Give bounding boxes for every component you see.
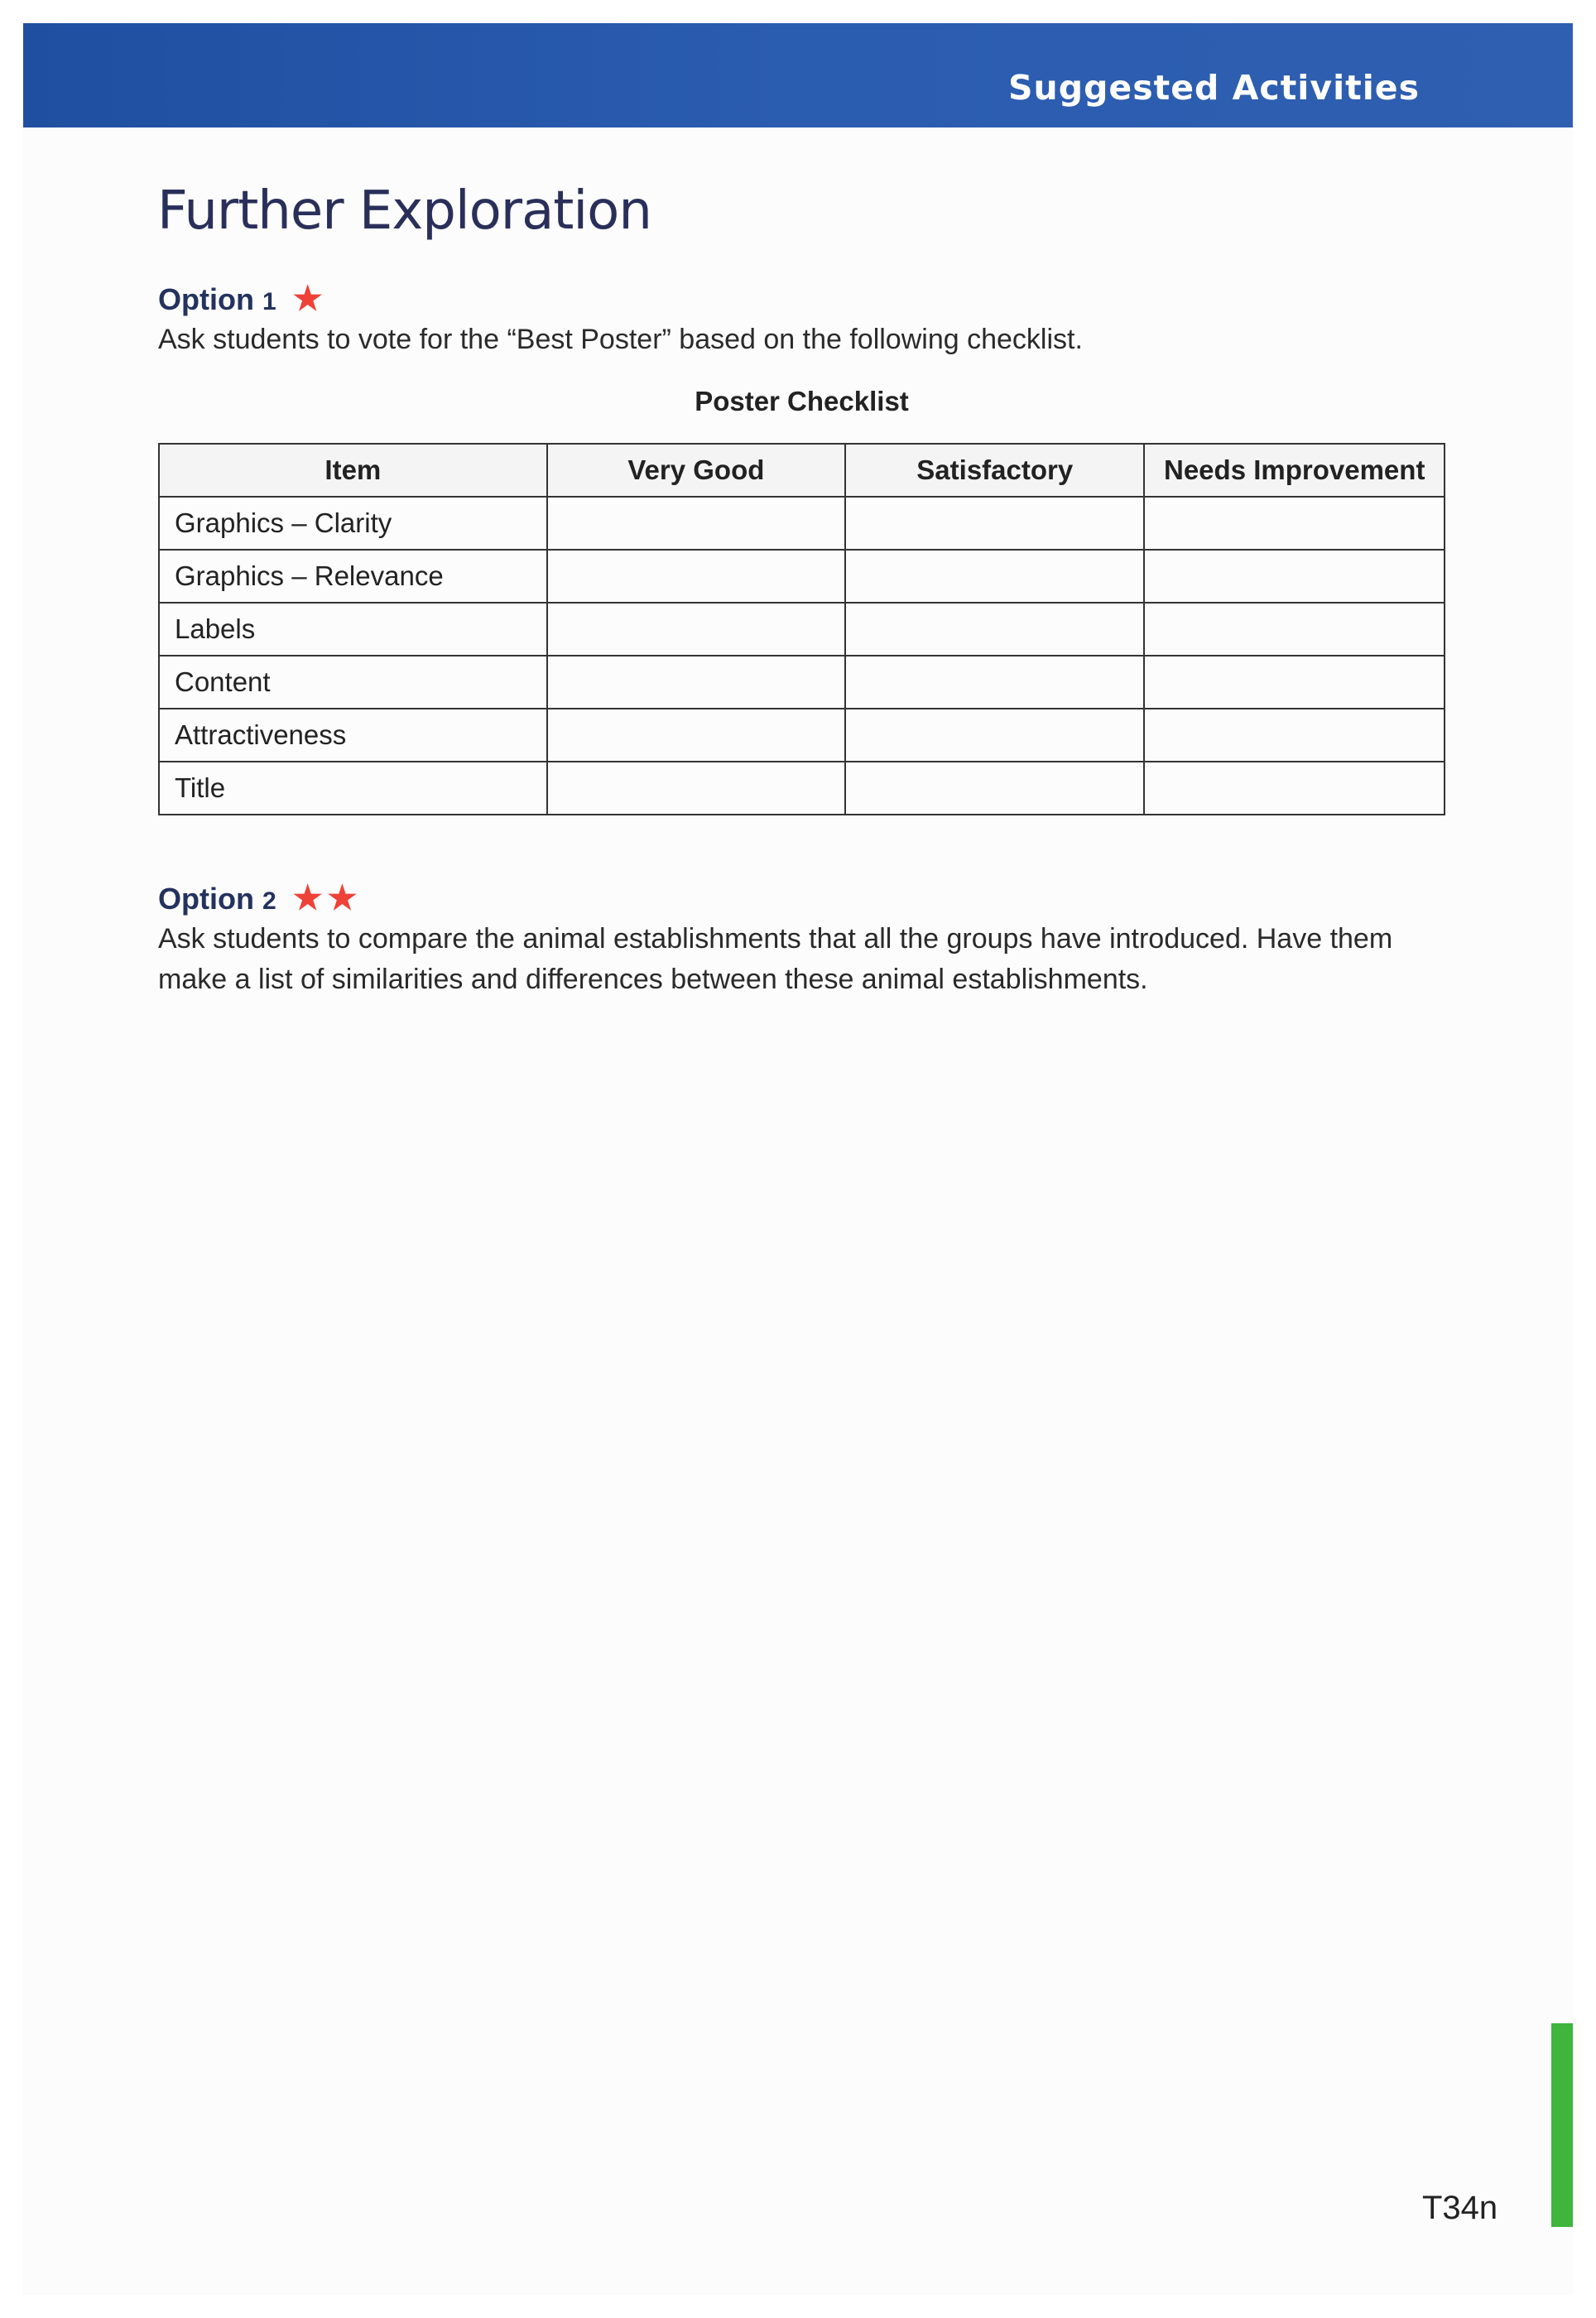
star-icon: ★ — [292, 281, 328, 317]
rating-cell-needs-improvement — [1144, 762, 1445, 815]
rating-cell-needs-improvement — [1144, 550, 1445, 603]
table-row — [159, 762, 1445, 815]
option-2-label: Option — [158, 882, 254, 916]
rating-cell-needs-improvement — [1144, 497, 1445, 550]
rating-cell-satisfactory — [845, 497, 1144, 550]
row-item-label: Graphics – Clarity — [159, 497, 547, 550]
table-row — [159, 656, 1445, 709]
option-1-text: Ask students to vote for the “Best Poster” based on the following checklist. — [158, 324, 1083, 355]
column-header-needs-improvement: Needs Improvement — [1144, 444, 1445, 497]
rating-cell-satisfactory — [845, 709, 1144, 762]
rating-cell-very-good — [547, 709, 845, 762]
rating-cell-very-good — [547, 497, 845, 550]
table-row — [159, 603, 1445, 656]
rating-cell-satisfactory — [845, 550, 1144, 603]
page-title: Further Exploration — [157, 180, 651, 242]
page-number: T34n — [1422, 2190, 1498, 2226]
table-header-row — [159, 444, 1445, 497]
rating-cell-needs-improvement — [1144, 709, 1445, 762]
checklist-title: Poster Checklist — [695, 386, 909, 416]
column-header-very-good: Very Good — [547, 444, 845, 497]
row-item-label: Attractiveness — [159, 709, 547, 762]
option-2-text: Ask students to compare the animal establishments that all the groups have introduced. Have them make a list of similarities and differences between these animal establishments. — [158, 923, 1393, 995]
rating-cell-needs-improvement — [1144, 656, 1445, 709]
header-band — [23, 23, 1573, 127]
rating-cell-very-good — [547, 762, 845, 815]
row-item-label: Graphics – Relevance — [159, 550, 547, 603]
column-header-satisfactory: Satisfactory — [845, 444, 1144, 497]
option-1-label: Option — [158, 282, 254, 316]
row-item-label: Content — [159, 656, 547, 709]
table-row — [159, 709, 1445, 762]
rating-cell-very-good — [547, 656, 845, 709]
rating-cell-satisfactory — [845, 762, 1144, 815]
green-edge-tab — [1551, 2023, 1573, 2227]
option-1-number: 1 — [262, 288, 276, 315]
section-label: Suggested Activities — [1008, 68, 1420, 108]
table-row — [159, 550, 1445, 603]
column-header-item: Item — [159, 444, 547, 497]
rating-cell-very-good — [547, 550, 845, 603]
poster-checklist-table — [158, 443, 1445, 815]
option-2-heading — [158, 879, 362, 917]
star-icon: ★★ — [292, 880, 363, 916]
table-row — [159, 497, 1445, 550]
row-item-label: Labels — [159, 603, 547, 656]
page-background — [23, 23, 1573, 2295]
rating-cell-satisfactory — [845, 603, 1144, 656]
rating-cell-needs-improvement — [1144, 603, 1445, 656]
row-item-label: Title — [159, 762, 547, 815]
option-1-heading — [158, 280, 328, 318]
option-2-number: 2 — [262, 887, 276, 915]
rating-cell-very-good — [547, 603, 845, 656]
rating-cell-satisfactory — [845, 656, 1144, 709]
